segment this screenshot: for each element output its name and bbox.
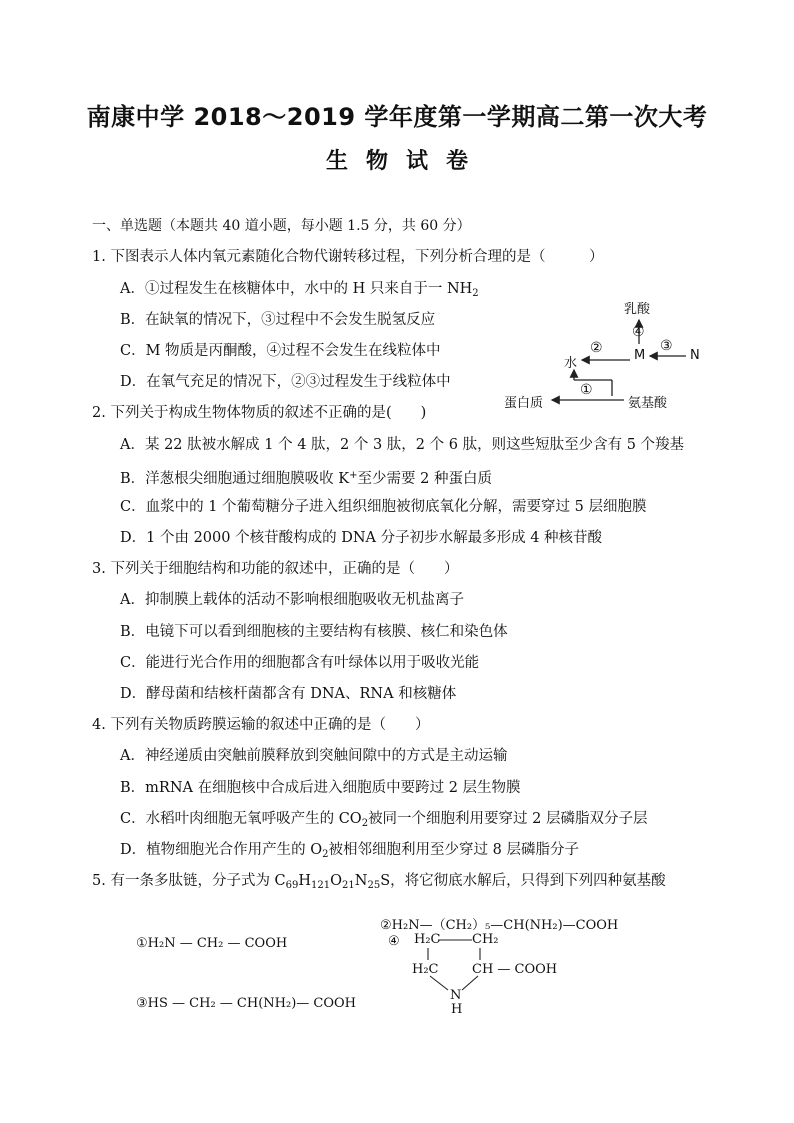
question-2-option-a: A．某 22 肽被水解成 1 个 4 肽，2 个 3 肽，2 个 6 肽，则这些短肽至少含有 5 个羧基 (120, 437, 685, 453)
amino-acid-4-structure (408, 930, 568, 1020)
amino-acid-4-label: ④ (388, 934, 400, 949)
question-1-option-a: A．①过程发生在核糖体中，水中的 H 只来自于一 $NH_2$ (120, 281, 479, 299)
question-4-option-a: A．神经递质由突触前膜释放到突触间隙中的方式是主动运输 (120, 748, 508, 764)
section-heading: 一、单选题（本题共 40 道小题，每小题 1.5 分，共 60 分） (92, 218, 471, 234)
ring-h: H (451, 1002, 463, 1017)
ring-ch-cooh: CH — COOH (472, 962, 558, 977)
metabolism-diagram (494, 292, 706, 410)
ring-ch2: CH₂ (472, 932, 499, 947)
question-5-stem: 5. 有一条多肽链，分子式为 $C_{69}H_{121}O_{21}N_{25}S$，将它彻底水解后，只得到下列四种氨基酸 (92, 873, 666, 891)
ring-n: N (450, 988, 462, 1003)
label-lactic-acid: 乳酸 (624, 302, 651, 317)
amino-acid-1: ①H₂N — CH₂ — COOH (136, 936, 288, 951)
label-step-4: ④ (632, 324, 645, 340)
label-protein: 蛋白质 (504, 396, 544, 411)
exam-subtitle: 生物试卷 (325, 149, 486, 174)
label-water: 水 (564, 356, 578, 371)
question-3-option-d: D．酵母菌和结核杆菌都含有 DNA、RNA 和核糖体 (120, 686, 457, 702)
question-4-option-c: C．水稻叶肉细胞无氧呼吸产生的 $CO_2$被同一个细胞利用要穿过 2 层磷脂双分子层 (120, 811, 648, 829)
label-step-1: ① (580, 382, 593, 398)
question-2-option-d: D．1 个由 2000 个核苷酸构成的 DNA 分子初步水解最多形成 4 种核苷酸 (120, 530, 603, 546)
question-4-stem: 4. 下列有关物质跨膜运输的叙述中正确的是（ ） (92, 717, 430, 733)
ring-h2c-bottom: H₂C (412, 962, 439, 977)
question-3-option-b: B．电镜下可以看到细胞核的主要结构有核膜、核仁和染色体 (120, 624, 508, 640)
question-3-stem: 3. 下列关于细胞结构和功能的叙述中，正确的是（ ） (92, 561, 459, 577)
question-2-option-c: C．血浆中的 1 个葡萄糖分子进入组织细胞被彻底氧化分解，需要穿过 5 层细胞膜 (120, 499, 647, 515)
question-4-option-b: B．mRNA 在细胞核中合成后进入细胞质中要跨过 2 层生物膜 (120, 780, 521, 796)
question-1-option-b: B．在缺氧的情况下，③过程中不会发生脱氢反应 (120, 312, 436, 328)
question-1-option-c: C．M 物质是丙酮酸，④过程不会发生在线粒体中 (120, 343, 441, 359)
question-3-option-c: C．能进行光合作用的细胞都含有叶绿体以用于吸收光能 (120, 655, 480, 671)
question-1-stem: 1. 下图表示人体内氧元素随化合物代谢转移过程，下列分析合理的是（ ） (92, 249, 604, 265)
question-4-option-d: D．植物细胞光合作用产生的 $O_2$被相邻细胞利用至少穿过 8 层磷脂分子 (120, 842, 579, 860)
amino-acid-3: ③HS — CH₂ — CH(NH₂)— COOH (136, 996, 357, 1011)
question-1-option-d: D．在氧气充足的情况下，②③过程发生于线粒体中 (120, 374, 451, 390)
label-m: M (634, 348, 646, 363)
label-step-3: ③ (660, 338, 673, 354)
ring-h2c-top: H₂C (414, 932, 441, 947)
exam-title: 南康中学 2018～2019 学年度第一学期高二第一次大考 (86, 103, 708, 131)
label-n: N (690, 348, 700, 363)
label-step-2: ② (590, 340, 603, 356)
question-2-option-b: B．洋葱根尖细胞通过细胞膜吸收 K+至少需要 2 种蛋白质 (120, 470, 492, 487)
label-amino-acid: 氨基酸 (628, 396, 668, 411)
amino-acid-2: ②H₂N—（CH₂）₅—CH(NH₂)—COOH (380, 918, 619, 933)
question-2-stem: 2. 下列关于构成生物体物质的叙述不正确的是( ) (92, 405, 427, 421)
question-3-option-a: A．抑制膜上载体的活动不影响根细胞吸收无机盐离子 (120, 592, 464, 608)
